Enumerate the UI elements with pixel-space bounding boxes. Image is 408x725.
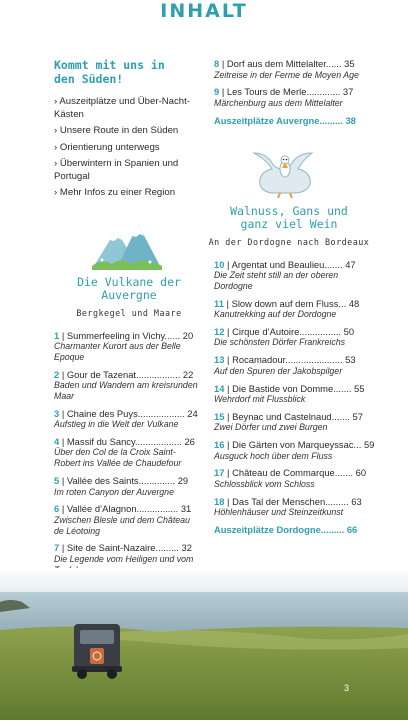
entry-page: 63 xyxy=(351,495,362,507)
intro-title xyxy=(54,58,202,86)
entry-title: Slow down auf dem Fluss xyxy=(231,297,339,309)
entry-title: Dorf aus dem Mittelalter xyxy=(226,58,326,69)
extra-page: 38 xyxy=(345,114,356,126)
van-icon xyxy=(72,624,122,679)
toc-entry[interactable]: 4 | Massif du Sancy.................. 26 Über den Col de la Croix Saint-Robert ins Vallée de Chaudefour xyxy=(54,436,202,469)
entry-number: 3 xyxy=(54,407,60,419)
entry-number: 16 xyxy=(214,439,225,451)
entry-number: 14 xyxy=(214,382,225,394)
toc-entry[interactable]: 11 | Slow down auf dem Fluss... 48 Kanutrekking auf der Dordogne xyxy=(214,298,364,320)
entry-desc: Baden und Wandern am kreisrunden Maar xyxy=(54,380,198,401)
entry-desc: Wehrdorf mit Flussblick xyxy=(214,394,306,405)
entry-number: 10 xyxy=(214,258,225,270)
entry-desc: Im roten Canyon der Auvergne xyxy=(54,486,174,497)
entry-title: Massif du Sancy xyxy=(66,435,135,447)
entry-title: Argentat und Beaulieu xyxy=(231,258,325,270)
entry-title: Die Gärten von Marqueyssac xyxy=(232,439,354,451)
entry-page: 60 xyxy=(355,467,367,479)
entry-title: Chaine des Puys xyxy=(66,407,138,419)
entry-number: 6 xyxy=(54,503,60,515)
toc-entry[interactable]: 10 | Argentat und Beaulieu....... 47 Die Zeit steht still an der oberen Dordogne xyxy=(214,259,364,292)
coast-photo xyxy=(0,568,408,720)
entry-number: 15 xyxy=(214,410,225,422)
auvergne-header xyxy=(44,276,214,318)
entry-desc: Schlossblick vom Schloss xyxy=(214,478,315,489)
dordogne-title-line1: Walnuss, Gans und xyxy=(230,203,348,218)
entry-title: Rocamadour xyxy=(232,354,286,366)
entry-number: 2 xyxy=(54,368,60,380)
entry-number: 17 xyxy=(214,467,225,479)
entry-number: 1 xyxy=(54,329,60,341)
entry-page: 53 xyxy=(345,354,356,366)
entry-desc: Märchenburg aus dem Mittelalter xyxy=(214,97,343,108)
auszeitplaetze-dordogne-link[interactable]: Auszeitplätze Dordogne......... 66 xyxy=(214,524,358,536)
entry-desc: Kanutrekking auf der Dordogne xyxy=(214,309,337,320)
entry-desc: Zwischen Blesle und dem Château de Léotoing xyxy=(54,514,190,536)
toc-entry[interactable]: 7 | Site de Saint-Nazaire......... 32 Die Legende vom Heiligen und vom xyxy=(54,542,202,575)
intro-item[interactable]: › Mehr Infos zu einer Region xyxy=(54,187,176,198)
entry-page: 29 xyxy=(177,475,189,487)
extra-title: Auszeitplätze Dordogne xyxy=(214,524,321,536)
entry-title: Vallée des Saints xyxy=(66,475,139,487)
entry-number: 7 xyxy=(54,542,60,554)
entry-number: 12 xyxy=(214,325,225,337)
intro-item[interactable]: › Auszeitplätze und Über-Nacht-Kästen xyxy=(54,96,190,120)
intro-item[interactable]: › Unsere Route in den Süden xyxy=(54,125,179,136)
goose-icon xyxy=(252,149,318,199)
entry-title: Château de Commarque xyxy=(232,467,335,479)
auszeitplaetze-auvergne-link[interactable]: Auszeitplätze Auvergne......... 38 xyxy=(214,114,356,126)
entry-number: 5 xyxy=(54,475,60,487)
intro-item[interactable]: › Orientierung unterwegs xyxy=(54,141,160,153)
toc-entry[interactable]: 5 | Vallée des Saints.............. 29 Im roten Canyon der Auvergne xyxy=(54,475,202,497)
toc-entry[interactable]: 2 | Gour de Tazenat................. 22 Baden und Wandern am kreisrunden Maar xyxy=(54,369,202,402)
entry-page: 32 xyxy=(181,542,192,554)
toc-entry[interactable]: 12 | Cirque d’Autoire................ 50 Die schönsten Dörfer Frankreichs xyxy=(214,326,364,348)
entry-page: 31 xyxy=(180,503,192,515)
entry-page: 20 xyxy=(182,329,194,341)
toc-entry[interactable]: 15 | Beynac und Castelnaud....... 57 Zwei Dörfer und zwei Burgen xyxy=(214,410,363,433)
entry-title: Gour de Tazenat xyxy=(66,368,137,380)
auvergne-title-line1: Die Vulkane der xyxy=(77,274,181,289)
entry-desc: Ausguck hoch über dem Fluss xyxy=(214,450,333,461)
dordogne-header xyxy=(204,205,374,247)
dordogne-title-line2: ganz viel Wein xyxy=(240,216,338,231)
entry-title: Vallée d’Alagnon xyxy=(66,503,137,515)
entry-title: Beynac und Castelnaud xyxy=(232,410,332,422)
entry-title: Cirque d’Autoire xyxy=(232,325,300,337)
entry-title: Site de Saint-Nazaire xyxy=(66,542,156,554)
toc-entry[interactable]: 8 | Dorf aus dem Mittelalter...... 35 Zeitreise in der Ferme de Moyen Age xyxy=(214,58,364,80)
toc-entry[interactable]: 1 | Summerfeeling in Vichy...... 20 Charmanter Kurort aus der Belle Epoque xyxy=(54,330,202,363)
auvergne-subtitle: Bergkegel und Maare xyxy=(76,307,182,318)
auvergne-title-line2: Auvergne xyxy=(101,287,157,302)
entry-number: 18 xyxy=(214,495,225,507)
toc-entry[interactable]: 16 | Die Gärten von Marqueyssac... 59 Ausguck hoch über dem Fluss xyxy=(214,439,375,461)
extra-page: 66 xyxy=(346,524,358,536)
toc-entry[interactable]: 17 | Château de Commarque....... 60 Schlossblick vom Schloss xyxy=(214,467,367,489)
toc-entry[interactable]: 9 | Les Tours de Merle............. 37 Märchenburg aus dem Mittelalter xyxy=(214,86,364,108)
toc-entry[interactable]: 13 | Rocamadour...................... 53 Auf den Spuren der Jakobspilger xyxy=(214,354,364,376)
entry-title: Das Tal der Menschen xyxy=(232,495,326,507)
entry-title: Summerfeeling in Vichy xyxy=(66,329,165,341)
right-column xyxy=(208,58,375,536)
page-title: INHALT xyxy=(160,0,248,22)
entry-desc: Charmanter Kurort aus der Belle Epoque xyxy=(54,341,181,362)
toc-entry[interactable]: 3 | Chaine des Puys.................. 24 Aufstieg in die Welt der Vulkane xyxy=(54,408,202,430)
entry-number: 13 xyxy=(214,354,225,366)
page-number: 3 xyxy=(344,683,350,693)
entry-desc: Aufstieg in die Welt der Vulkane xyxy=(54,419,179,430)
entry-number: 9 xyxy=(214,86,220,98)
entry-page: 35 xyxy=(344,58,355,69)
intro-title-line2: den Süden! xyxy=(54,72,124,86)
entry-desc: Zeitreise in der Ferme de Moyen Age xyxy=(214,69,359,80)
entry-page: 22 xyxy=(182,368,194,380)
entry-page: 57 xyxy=(352,410,363,422)
entry-desc: Über den Col de la Croix Saint-Robert ins Vallée de Chaudefour xyxy=(54,447,182,469)
entry-page: 59 xyxy=(363,439,375,451)
entry-page: 37 xyxy=(342,86,354,98)
entry-desc: Die schönsten Dörfer Frankreichs xyxy=(214,337,346,348)
entry-number: 8 xyxy=(214,58,220,69)
toc-entry[interactable]: 18 | Das Tal der Menschen......... 63 Höhlenhäuser und Steinzeitkunst xyxy=(214,496,364,518)
entry-desc: Auf den Spuren der Jakobspilger xyxy=(214,365,343,376)
entry-number: 11 xyxy=(214,297,224,309)
entry-page: 50 xyxy=(343,325,355,337)
entry-page: 55 xyxy=(354,382,365,394)
entry-desc: Zwei Dörfer und zwei Burgen xyxy=(214,422,328,433)
mountain-icon xyxy=(92,220,162,270)
entry-desc: Die Zeit steht still an der oberen Dordogne xyxy=(214,270,339,291)
entry-page: 47 xyxy=(345,258,356,270)
dordogne-entries xyxy=(214,258,375,536)
entry-desc: Höhlenhäuser und Steinzeitkunst xyxy=(214,507,344,518)
entry-desc: Die Legende vom Heiligen und vom xyxy=(54,553,194,564)
entry-title: Les Tours de Merle xyxy=(226,86,307,98)
toc-entry[interactable]: 6 | Vallée d’Alagnon................ 31 Zwischen Blesle und dem Château de Léotoing xyxy=(54,503,202,536)
dordogne-subtitle: An der Dordogne nach Bordeaux xyxy=(208,236,370,247)
intro-item[interactable]: › Überwintern in Spanien und Portugal xyxy=(54,158,179,182)
extra-title: Auszeitplätze Auvergne xyxy=(214,114,320,126)
intro-title-line1: Kommt mit uns in xyxy=(54,58,165,72)
entry-number: 4 xyxy=(54,435,60,447)
auvergne-entries xyxy=(54,330,202,576)
left-column xyxy=(54,58,202,582)
entry-title: Die Bastide von Domme xyxy=(232,382,334,394)
toc-entry[interactable]: 14 | Die Bastide von Domme....... 55 Wehrdorf mit Flussblick xyxy=(214,382,365,405)
entry-page: 24 xyxy=(187,407,198,419)
intro-list xyxy=(54,96,202,200)
entry-page: 48 xyxy=(348,297,360,309)
entry-page: 26 xyxy=(184,435,195,447)
